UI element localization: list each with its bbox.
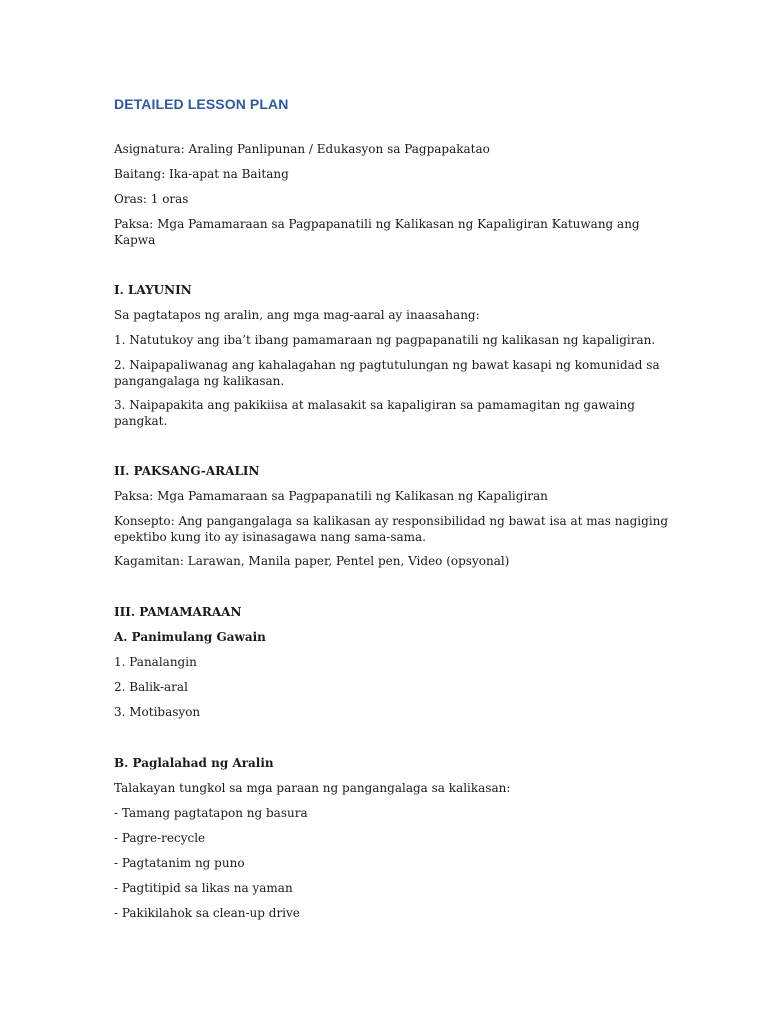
section-heading-paksang-aralin: II. PAKSANG-ARALIN [114, 464, 260, 478]
paksang-aralin-paksa: Paksa: Mga Pamamaraan sa Pagpapanatili ng Kalikasan ng Kapaligiran [114, 489, 548, 503]
layunin-intro: Sa pagtatapos ng aralin, ang mga mag-aaral ay inaasahang: [114, 308, 480, 322]
info-paksa-line2: Kapwa [114, 233, 156, 247]
paglalahad-intro: Talakayan tungkol sa mga paraan ng pangangalaga sa kalikasan: [114, 781, 511, 795]
info-paksa-line1: Paksa: Mga Pamamaraan sa Pagpapanatili ng Kalikasan ng Kapaligiran Katuwang ang [114, 217, 640, 231]
subheading-panimulang-gawain: A. Panimulang Gawain [114, 630, 266, 644]
list-item: 1. Panalangin [114, 655, 197, 669]
section-heading-pamamaraan: III. PAMAMARAAN [114, 605, 242, 619]
list-item: 3. Motibasyon [114, 705, 201, 719]
layunin-item-2-line1: 2. Naipapaliwanag ang kahalagahan ng pagtutulungan ng bawat kasapi ng komunidad sa [114, 358, 660, 372]
document-title: DETAILED LESSON PLAN [114, 96, 289, 112]
list-item: 2. Balik-aral [114, 680, 188, 694]
list-item: - Pagre-recycle [114, 831, 206, 845]
info-asignatura: Asignatura: Araling Panlipunan / Edukasyon sa Pagpapakatao [114, 142, 490, 156]
list-item: - Pakikilahok sa clean-up drive [114, 906, 300, 920]
list-item: - Pagtitipid sa likas na yaman [114, 881, 293, 895]
layunin-item-3-line1: 3. Naipapakita ang pakikiisa at malasakit sa kapaligiran sa pamamagitan ng gawaing [114, 398, 635, 412]
paksang-aralin-konsepto-line2: epektibo kung ito ay isinasagawa nang sama-sama. [114, 530, 426, 544]
layunin-item-2-line2: pangangalaga ng kalikasan. [114, 374, 285, 388]
list-item: - Pagtatanim ng puno [114, 856, 245, 870]
paksang-aralin-kagamitan: Kagamitan: Larawan, Manila paper, Pentel pen, Video (opsyonal) [114, 554, 510, 568]
list-item: - Tamang pagtatapon ng basura [114, 806, 308, 820]
paksang-aralin-konsepto-line1: Konsepto: Ang pangangalaga sa kalikasan ay responsibilidad ng bawat isa at mas nagiging [114, 514, 669, 528]
layunin-item-1: 1. Natutukoy ang iba’t ibang pamamaraan ng pagpapanatili ng kalikasan ng kapaligiran. [114, 333, 656, 347]
info-baitang: Baitang: Ika-apat na Baitang [114, 167, 289, 181]
layunin-item-3-line2: pangkat. [114, 414, 168, 428]
info-oras: Oras: 1 oras [114, 192, 189, 206]
section-heading-layunin: I. LAYUNIN [114, 283, 192, 297]
subheading-paglalahad-ng-aralin: B. Paglalahad ng Aralin [114, 756, 274, 770]
